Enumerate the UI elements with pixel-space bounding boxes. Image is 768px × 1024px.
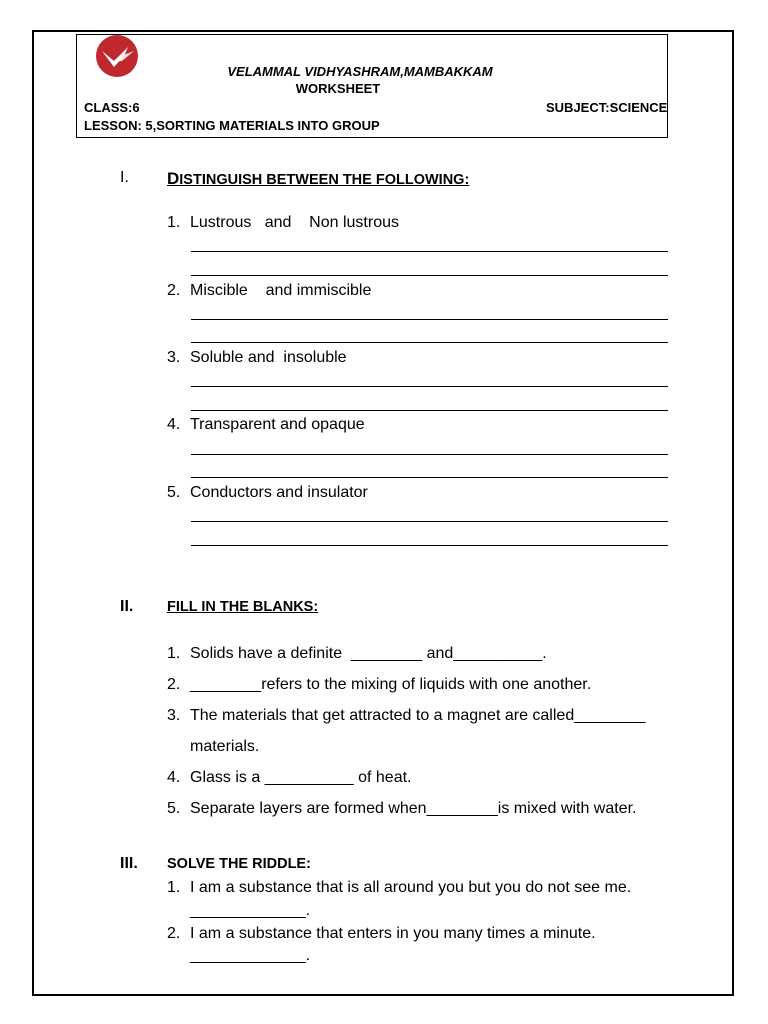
s1-item1-text: Lustrous and Non lustrous <box>190 214 399 231</box>
s2-item3-text: The materials that get attracted to a magnet are called________ <box>190 707 646 724</box>
class-label: CLASS:6 <box>84 100 140 115</box>
s1-item4-number: 4. <box>167 416 181 433</box>
section1-title <box>167 169 469 189</box>
answer-line[interactable] <box>191 545 668 546</box>
section3-number: III. <box>120 855 138 872</box>
s3-item2-answer-blank[interactable]: _____________. <box>190 947 311 964</box>
s2-item2-text: ________refers to the mixing of liquids with one another. <box>190 676 592 693</box>
worksheet-title: WORKSHEET <box>295 81 381 96</box>
section1-title-colon: : <box>464 172 470 188</box>
s1-item2-text: Miscible and immiscible <box>190 282 372 299</box>
section2-number: II. <box>120 598 134 615</box>
s1-item5-number: 5. <box>167 484 181 501</box>
answer-line[interactable] <box>191 342 668 343</box>
s3-item1-answer-blank[interactable]: _____________. <box>190 902 311 919</box>
s1-item5-text: Conductors and insulator <box>190 484 368 501</box>
answer-line[interactable] <box>191 386 668 387</box>
answer-line[interactable] <box>191 275 668 276</box>
s1-item4-text: Transparent and opaque <box>190 416 365 433</box>
answer-line[interactable] <box>191 319 668 320</box>
s1-item3-number: 3. <box>167 349 181 366</box>
s3-item1-text: I am a substance that is all around you but you do not see me. <box>190 879 632 896</box>
section3-title: SOLVE THE RIDDLE: <box>167 856 311 872</box>
answer-line[interactable] <box>191 410 668 411</box>
s3-item1-number: 1. <box>167 879 181 896</box>
section2-title: FILL IN THE BLANKS: <box>167 599 319 615</box>
s2-item4-text: Glass is a __________ of heat. <box>190 769 412 786</box>
lesson-label: LESSON: 5,SORTING MATERIALS INTO GROUP <box>84 118 380 133</box>
s1-item2-number: 2. <box>167 282 181 299</box>
answer-line[interactable] <box>191 454 668 455</box>
answer-line[interactable] <box>191 477 668 478</box>
s2-item5-number: 5. <box>167 800 181 817</box>
s3-item2-number: 2. <box>167 925 181 942</box>
s2-item2-number: 2. <box>167 676 181 693</box>
s2-item1-text: Solids have a definite ________ and__________. <box>190 645 547 662</box>
s1-item1-number: 1. <box>167 214 181 231</box>
s2-item1-number: 1. <box>167 645 181 662</box>
school-logo <box>94 34 140 78</box>
s3-item2-text: I am a substance that enters in you many times a minute. <box>190 925 596 942</box>
subject-label: SUBJECT:SCIENCE <box>546 100 668 115</box>
s1-item3-text: Soluble and insoluble <box>190 349 347 366</box>
answer-line[interactable] <box>191 251 668 252</box>
section1-title-initial: D <box>167 169 180 188</box>
s2-item4-number: 4. <box>167 769 181 786</box>
school-name: VELAMMAL VIDHYASHRAM,MAMBAKKAM <box>227 64 493 79</box>
s2-item3-text-continued: materials. <box>190 738 260 755</box>
s2-item3-number: 3. <box>167 707 181 724</box>
s2-item5-text: Separate layers are formed when________is mixed with water. <box>190 800 637 817</box>
answer-line[interactable] <box>191 521 668 522</box>
section1-number: I. <box>120 169 129 186</box>
section1-title-rest: ISTINGUISH BETWEEN THE FOLLOWING <box>179 172 465 188</box>
